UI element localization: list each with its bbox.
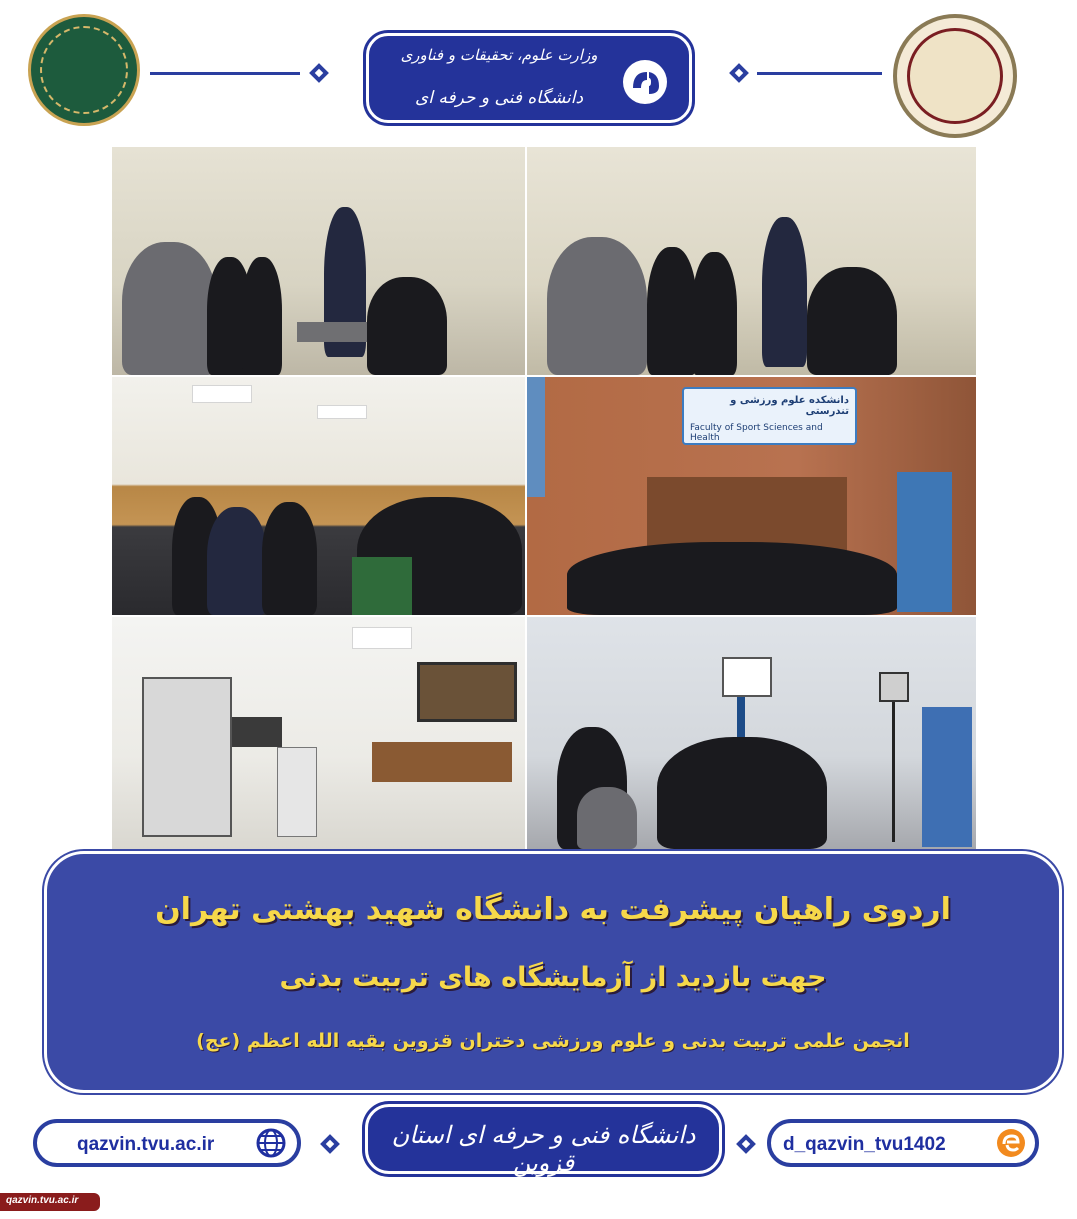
header-ornament-left	[309, 63, 329, 83]
university-title: دانشگاه فنی و حرفه ای	[414, 88, 584, 108]
footer-ornament-left	[320, 1134, 340, 1154]
social-handle[interactable]: d_qazvin_tvu1402	[783, 1134, 946, 1155]
photo-equipment-room	[112, 617, 525, 849]
university-header-badge	[366, 33, 692, 123]
organizer-line: انجمن علمی تربیت بدنی و علوم ورزشی دختران قزوین بقیه الله اعظم (عج)	[196, 1030, 910, 1052]
event-title-box	[44, 851, 1062, 1093]
faculty-sign-en: Faculty of Sport Sciences and Health	[690, 423, 823, 443]
faculty-sign-fa: دانشکده علوم ورزشی و تندرستی	[730, 395, 849, 417]
header-line-right	[757, 72, 882, 75]
photo-gym-hall	[527, 617, 976, 849]
photo-lab-visit-2	[527, 147, 976, 375]
photo-lecture-hall	[112, 377, 525, 615]
event-subtitle: جهت بازدید از آزمایشگاه های تربیت بدنی	[279, 962, 827, 993]
website-link[interactable]: qazvin.tvu.ac.ir	[77, 1134, 215, 1155]
header-line-left	[150, 72, 300, 75]
anniversary-seal-icon	[893, 14, 1017, 138]
footer-ornament-right	[736, 1134, 756, 1154]
faculty-sign	[682, 387, 857, 445]
website-pill[interactable]	[33, 1119, 301, 1167]
province-label: دانشگاه فنی و حرفه ای استان قزوین	[391, 1121, 696, 1177]
photo-lab-visit-1	[112, 147, 525, 375]
header-ornament-right	[729, 63, 749, 83]
corner-url-tag	[0, 1193, 100, 1211]
social-pill[interactable]	[767, 1119, 1039, 1167]
university-logo-icon	[621, 58, 669, 106]
province-badge	[365, 1104, 722, 1177]
ministry-title: وزارت علوم، تحقیقات و فناوری	[400, 46, 598, 64]
globe-icon	[255, 1127, 287, 1159]
event-title: اردوی راهیان پیشرفت به دانشگاه شهید بهشتی تهران	[155, 892, 951, 927]
social-icon	[995, 1127, 1027, 1159]
corner-url: qazvin.tvu.ac.ir	[6, 1195, 79, 1206]
photo-faculty-building	[527, 377, 976, 615]
government-seal-icon	[28, 14, 140, 126]
